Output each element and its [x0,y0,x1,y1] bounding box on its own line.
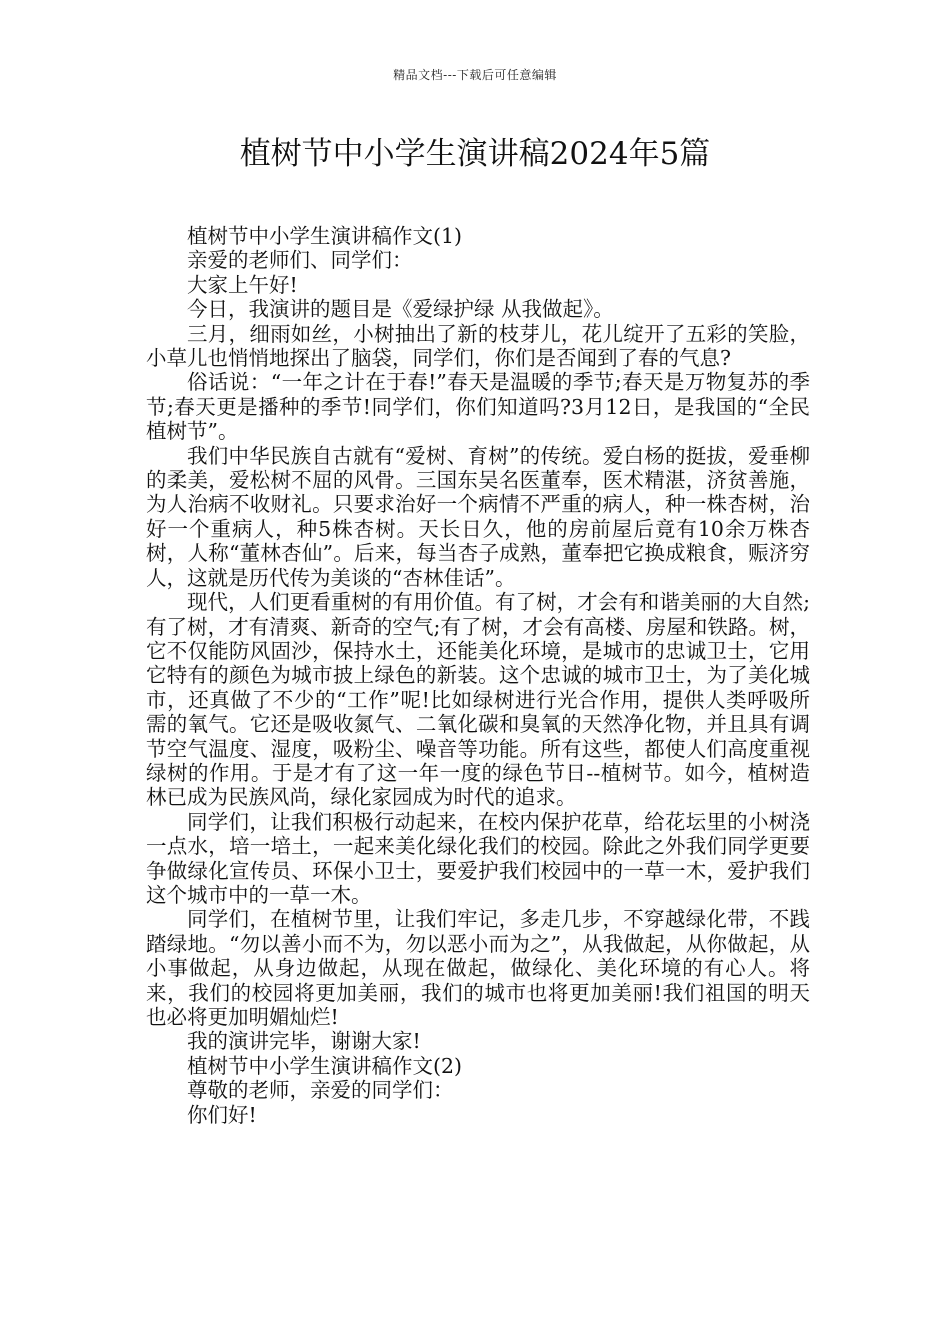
salutation: 亲爱的老师们、同学们： [187,248,413,273]
header-note: 精品文档---下载后可任意编辑 [393,68,557,82]
topic-paragraph: 今日，我演讲的题目是《爱绿护绿 从我做起》。 [187,297,614,322]
body-paragraph: 俗话说：“一年之计在于春!”春天是温暖的季节;春天是万物复苏的季节;春天更是播种的季节!同学们，你们知道吗?3月12日，是我国的“全民植树节”。 [146,370,810,444]
essay-heading: 植树节中小学生演讲稿作文(2) [187,1053,463,1078]
body-paragraph: 三月，细雨如丝，小树抽出了新的枝芽儿，花儿绽开了五彩的笑脸，小草儿也悄悄地探出了脑袋，同学们，你们是否闻到了春的气息? [146,321,810,371]
salutation: 尊敬的老师，亲爱的同学们： [187,1078,454,1103]
document-body [146,224,810,1127]
body-paragraph: 我们中华民族自古就有“爱树、育树”的传统。爱白杨的挺拔，爱垂柳的柔美，爱松树不屈的风骨。三国东吴名医董奉，医术精湛，济贫善施，为人治病不收财礼。只要求治好一个病情不严重的病人，种一株杏树，治好一个重病人，种5株杏树。天长日久，他的房前屋后竟有10余万株杏树，人称“董林杏仙”。后来，每当杏子成熟，董奉把它换成粮食，赈济穷人，这就是历代传为美谈的“杏林佳话”。 [146,443,810,590]
body-paragraph: 同学们，让我们积极行动起来，在校内保护花草，给花坛里的小树浇一点水，培一培土，一起来美化绿化我们的校园。除此之外我们同学更要争做绿化宣传员、环保小卫士，要爱护我们校园中的一草一木，爱护我们这个城市中的一草一木。 [146,809,810,907]
greeting: 大家上午好! [187,272,298,297]
greeting: 你们好! [187,1102,257,1127]
body-paragraph: 同学们，在植树节里，让我们牢记，多走几步，不穿越绿化带，不践踏绿地。“勿以善小而不为，勿以恶小而为之”，从我做起，从你做起，从小事做起，从身边做起，从现在做起，做绿化、美化环境的有心人。将来，我们的校园将更加美丽，我们的城市也将更加美丽!我们祖国的明天也必将更加明媚灿烂! [146,907,810,1029]
body-paragraph: 现代，人们更看重树的有用价值。有了树，才会有和谐美丽的大自然;有了树，才有清爽、新奇的空气;有了树，才会有高楼、房屋和铁路。树，它不仅能防风固沙，保持水土，还能美化环境，是城市的忠诚卫士，它用它特有的颜色为城市披上绿色的新装。这个忠诚的城市卫士，为了美化城市，还真做了不少的“工作”呢!比如绿树进行光合作用，提供人类呼吸所需的氧气。它还是吸收氮气、二氧化碳和臭氧的天然净化物，并且具有调节空气温度、湿度，吸粉尘、噪音等功能。所有这些，都使人们高度重视绿树的作用。于是才有了这一年一度的绿色节日--植树节。如今，植树造林已成为民族风尚，绿化家园成为时代的追求。 [146,590,810,810]
document-title: 植树节中小学生演讲稿2024年5篇 [239,136,711,172]
essay-heading: 植树节中小学生演讲稿作文(1) [187,224,463,248]
closing-line: 我的演讲完毕，谢谢大家! [187,1029,421,1054]
